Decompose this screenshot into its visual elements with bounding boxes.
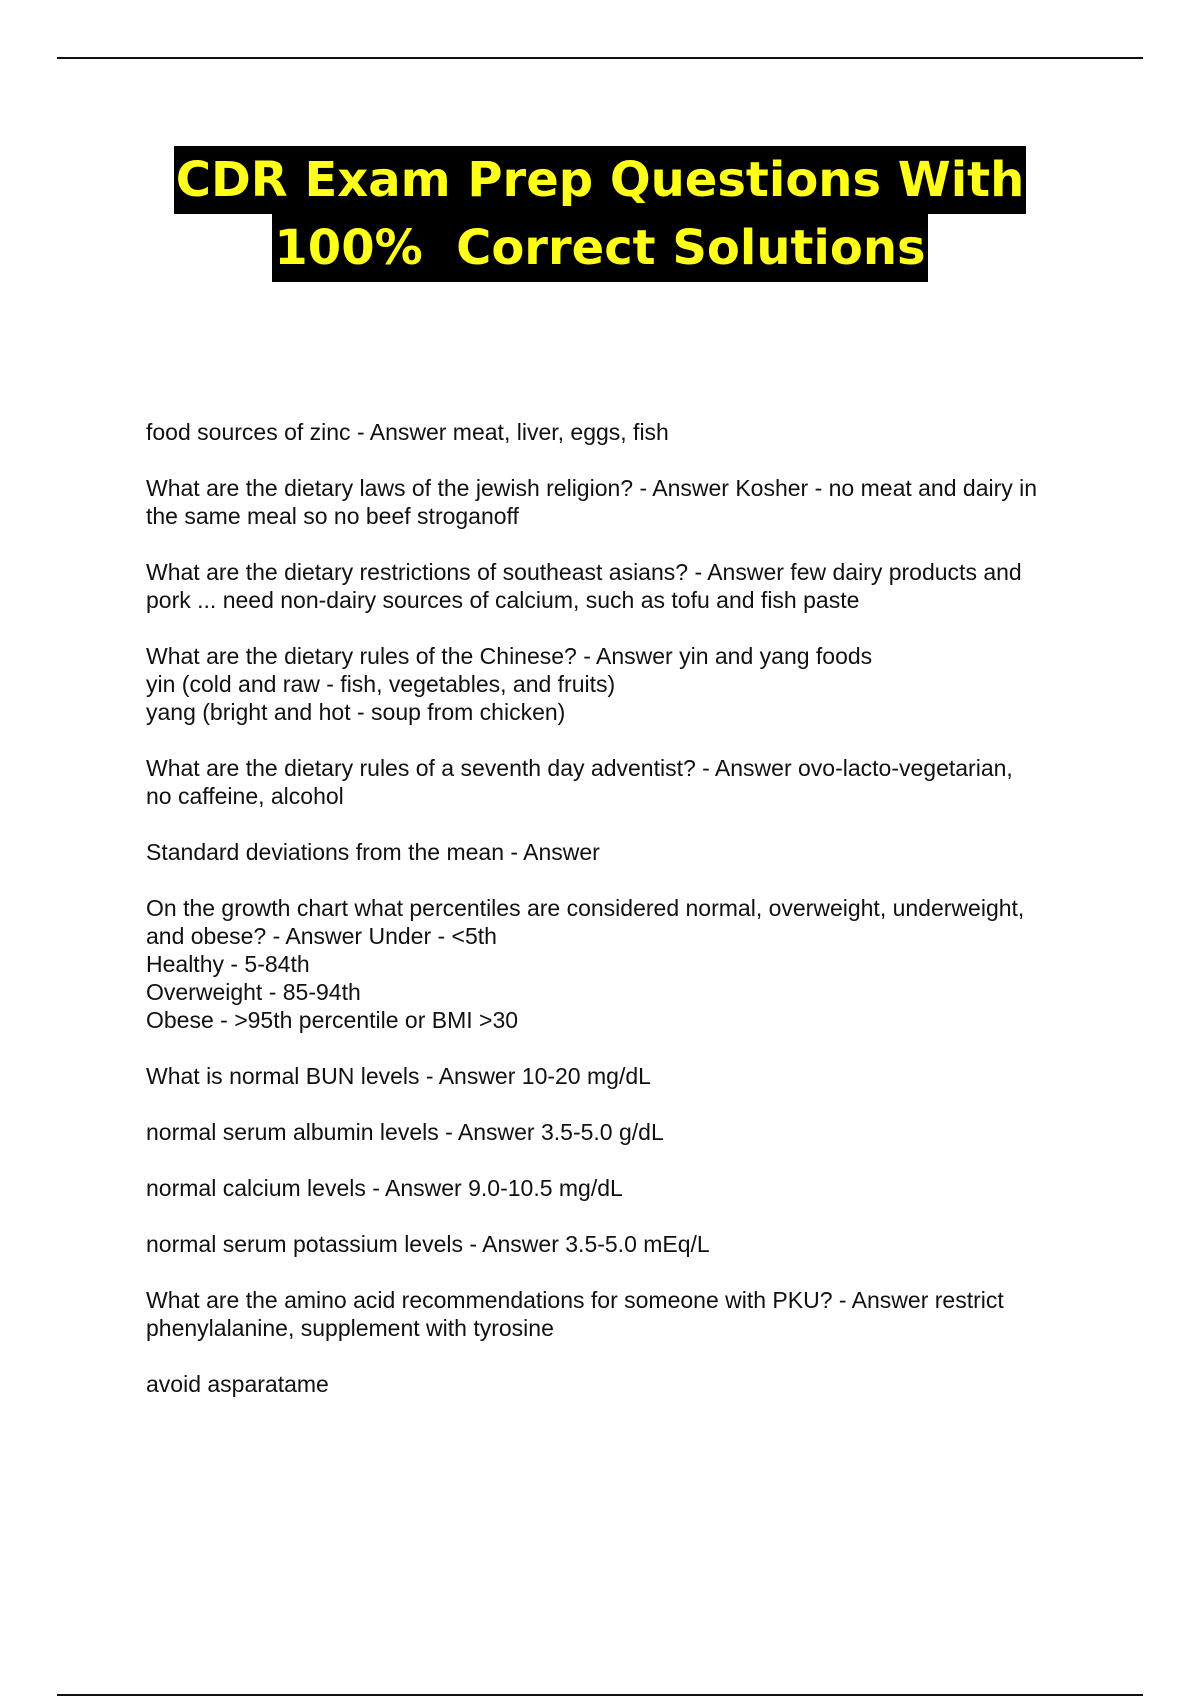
qa-text-line: avoid asparatame: [146, 1371, 329, 1397]
qa-text-line: no caffeine, alcohol: [146, 783, 344, 809]
qa-item: [146, 1174, 1096, 1202]
bottom-rule: [57, 1694, 1143, 1696]
title-line-1: CDR Exam Prep Questions With: [174, 146, 1027, 214]
qa-list: [146, 418, 1096, 1426]
title-line-2: 100% Correct Solutions: [272, 214, 927, 282]
qa-text-line: What are the dietary restrictions of southeast asians? - Answer few dairy products and: [146, 559, 1022, 585]
qa-item: [146, 754, 1096, 810]
qa-text-line: yin (cold and raw - fish, vegetables, and fruits): [146, 671, 616, 697]
qa-text-line: What are the dietary rules of a seventh day adventist? - Answer ovo-lacto-vegetarian,: [146, 755, 1013, 781]
qa-item: [146, 558, 1096, 614]
qa-item: [146, 1230, 1096, 1258]
document-title: [0, 146, 1200, 282]
qa-text-line: pork ... need non-dairy sources of calcium, such as tofu and fish paste: [146, 587, 860, 613]
qa-text-line: Overweight - 85-94th: [146, 979, 361, 1005]
qa-item: [146, 838, 1096, 866]
qa-text-line: Obese - >95th percentile or BMI >30: [146, 1007, 519, 1033]
top-rule: [57, 57, 1143, 59]
qa-item: [146, 642, 1096, 726]
qa-text-line: What are the amino acid recommendations for someone with PKU? - Answer restrict: [146, 1287, 1004, 1313]
qa-item: [146, 1370, 1096, 1398]
qa-text-line: yang (bright and hot - soup from chicken): [146, 699, 566, 725]
qa-text-line: Standard deviations from the mean - Answer: [146, 839, 600, 865]
qa-text-line: the same meal so no beef stroganoff: [146, 503, 519, 529]
qa-text-line: normal calcium levels - Answer 9.0-10.5 mg/dL: [146, 1175, 623, 1201]
qa-item: [146, 474, 1096, 530]
qa-text-line: Healthy - 5-84th: [146, 951, 310, 977]
qa-text-line: On the growth chart what percentiles are considered normal, overweight, underweight,: [146, 895, 1025, 921]
qa-text-line: food sources of zinc - Answer meat, liver, eggs, fish: [146, 419, 669, 445]
qa-text-line: and obese? - Answer Under - <5th: [146, 923, 497, 949]
qa-item: [146, 894, 1096, 1034]
qa-text-line: What are the dietary laws of the jewish religion? - Answer Kosher - no meat and dairy in: [146, 475, 1038, 501]
qa-item: [146, 1062, 1096, 1090]
qa-item: [146, 1286, 1096, 1342]
qa-item: [146, 418, 1096, 446]
qa-text-line: normal serum potassium levels - Answer 3.5-5.0 mEq/L: [146, 1231, 710, 1257]
qa-text-line: phenylalanine, supplement with tyrosine: [146, 1315, 554, 1341]
qa-text-line: What are the dietary rules of the Chinese? - Answer yin and yang foods: [146, 643, 873, 669]
qa-text-line: What is normal BUN levels - Answer 10-20 mg/dL: [146, 1063, 651, 1089]
qa-text-line: normal serum albumin levels - Answer 3.5-5.0 g/dL: [146, 1119, 664, 1145]
qa-item: [146, 1118, 1096, 1146]
